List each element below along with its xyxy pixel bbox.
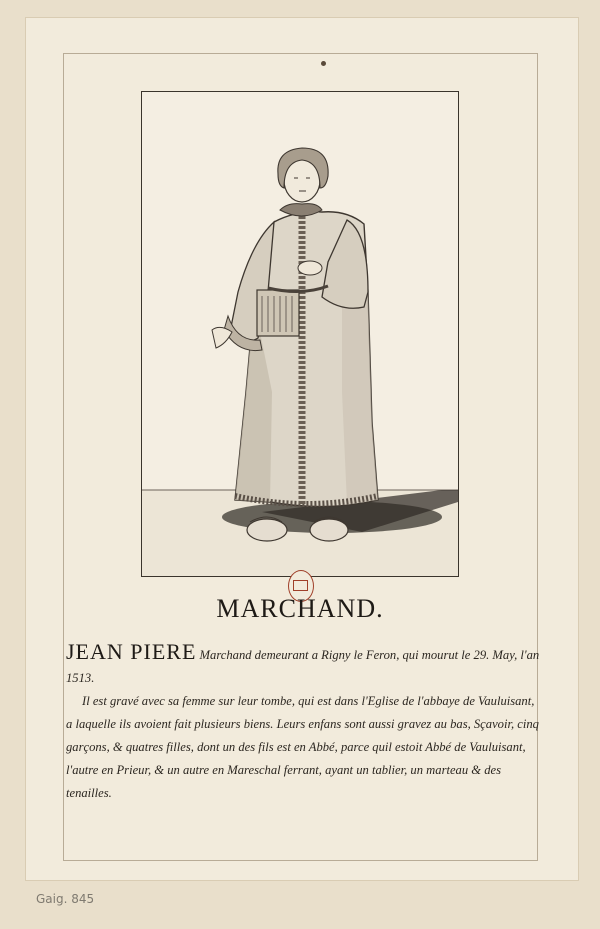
caption-lead: JEAN PIERE — [66, 639, 197, 664]
caption-line-1: Marchand demeurant a Rigny le Feron, qui mourut le 29. May, l'an 1513. — [66, 648, 540, 685]
shelfmark-note: Gaig. 845 — [36, 892, 95, 906]
illustration-panel — [141, 91, 459, 577]
caption-text — [66, 640, 540, 805]
page-title: MARCHAND. — [216, 594, 384, 623]
pin-hole — [321, 61, 326, 66]
caption-paragraph-2: Il est gravé avec sa femme sur leur tombe, qui est dans l'Eglise de l'abbaye de Vauluisant, a laquelle ils avoient fait plusieurs biens. Leurs enfans sont aussi gravez au bas, Sçavoir, cinq garçons, & quatres filles, dont un des fils est en Abbé, parce quil estoit Abbé de Vauluisant, l'autre en Prieur, & un autre en Mareschal ferrant, ayant un tablier, un marteau & des tenailles. — [66, 694, 539, 800]
library-stamp-mark — [293, 580, 308, 591]
merchant-figure-drawing — [142, 92, 458, 576]
caption-paragraph-1 — [66, 640, 540, 690]
